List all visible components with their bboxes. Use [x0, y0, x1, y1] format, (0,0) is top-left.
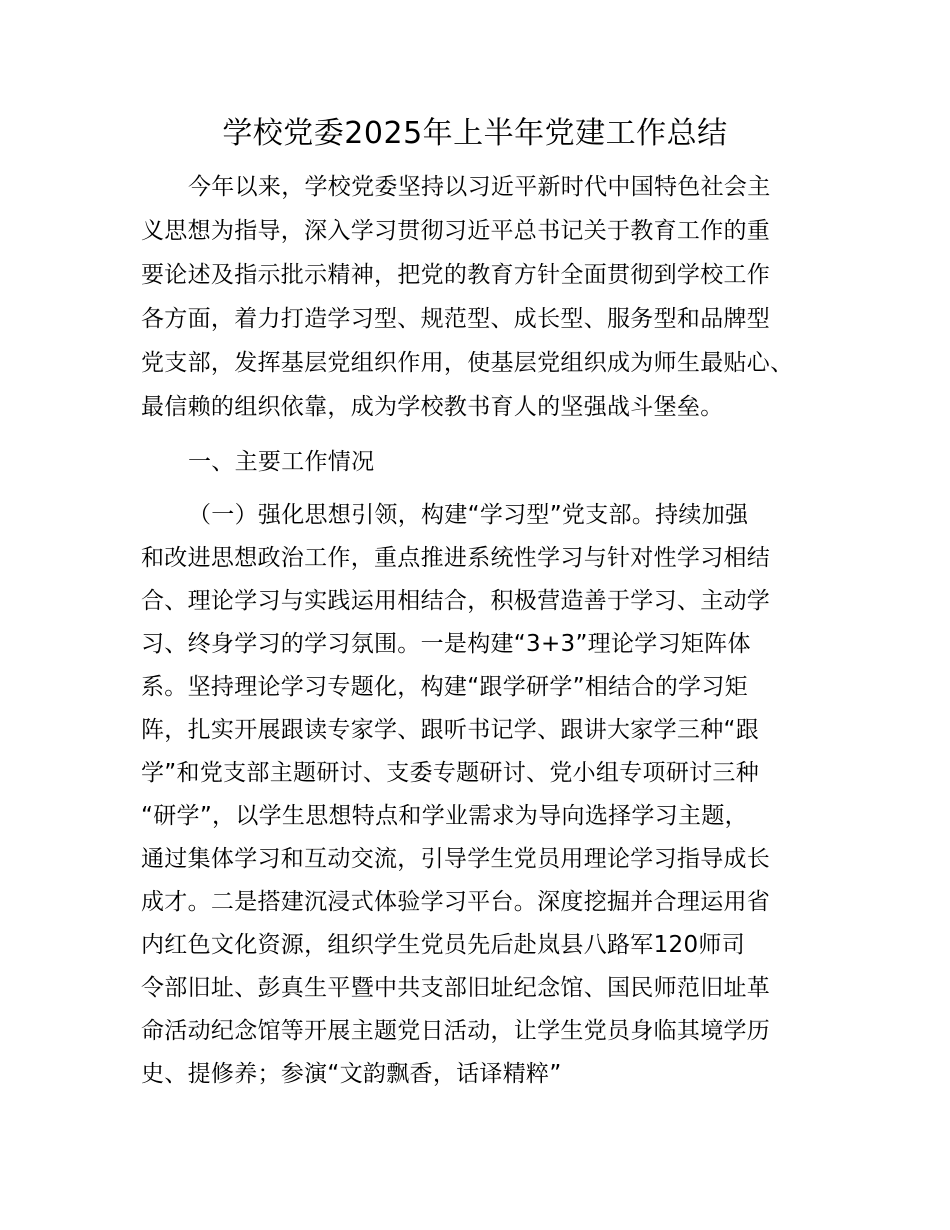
intro-line-3: 要论述及指示批示精神，把党的教育方针全面贯彻到学校工作 [141, 262, 771, 288]
section1-line-12: 令部旧址、彭真生平暨中共支部旧址纪念馆、国民师范旧址革 [141, 975, 771, 1001]
document-title: 学校党委2025年上半年党建工作总结 [222, 116, 728, 151]
section1-line-11: 内红色文化资源，组织学生党员先后赴岚县八路军120师司 [141, 932, 745, 958]
section1-line-8: “研学”，以学生思想特点和学业需求为导向选择学习主题， [141, 803, 748, 829]
section1-line-5: 系。坚持理论学习专题化，构建“跟学研学”相结合的学习矩 [141, 674, 748, 700]
section1-line-2: 和改进思想政治工作，重点推进系统性学习与针对性学习相结 [141, 545, 771, 571]
intro-line-6: 最信赖的组织依靠，成为学校教书育人的坚强战斗堡垒。 [141, 394, 724, 420]
section-heading: 一、主要工作情况 [188, 449, 375, 475]
section1-line-13: 命活动纪念馆等开展主题党日活动，让学生党员身临其境学历 [141, 1018, 771, 1044]
section1-line-1: （一）强化思想引领，构建“学习型”党支部。持续加强 [188, 502, 749, 528]
section1-line-7: 学”和党支部主题研讨、支委专题研讨、党小组专项研讨三种 [141, 760, 760, 786]
intro-line-4: 各方面，着力打造学习型、规范型、成长型、服务型和品牌型 [141, 306, 771, 332]
intro-line-5: 党支部，发挥基层党组织作用，使基层党组织成为师生最贴心、 [141, 350, 794, 376]
section1-line-6: 阵，扎实开展跟读专家学、跟听书记学、跟讲大家学三种“跟 [141, 717, 760, 743]
intro-line-1: 今年以来，学校党委坚持以习近平新时代中国特色社会主 [188, 174, 771, 200]
section1-line-9: 通过集体学习和互动交流，引导学生党员用理论学习指导成长 [141, 846, 771, 872]
section1-line-3: 合、理论学习与实践运用相结合，积极营造善于学习、主动学 [141, 588, 771, 614]
section1-line-14: 史、提修养；参演“文韵飘香，话译精粹” [141, 1061, 562, 1087]
section1-line-4: 习、终身学习的学习氛围。一是构建“3+3”理论学习矩阵体 [141, 631, 751, 657]
intro-line-2: 义思想为指导，深入学习贯彻习近平总书记关于教育工作的重 [141, 218, 771, 244]
section1-line-10: 成才。二是搭建沉浸式体验学习平台。深度挖掘并合理运用省 [141, 889, 771, 915]
